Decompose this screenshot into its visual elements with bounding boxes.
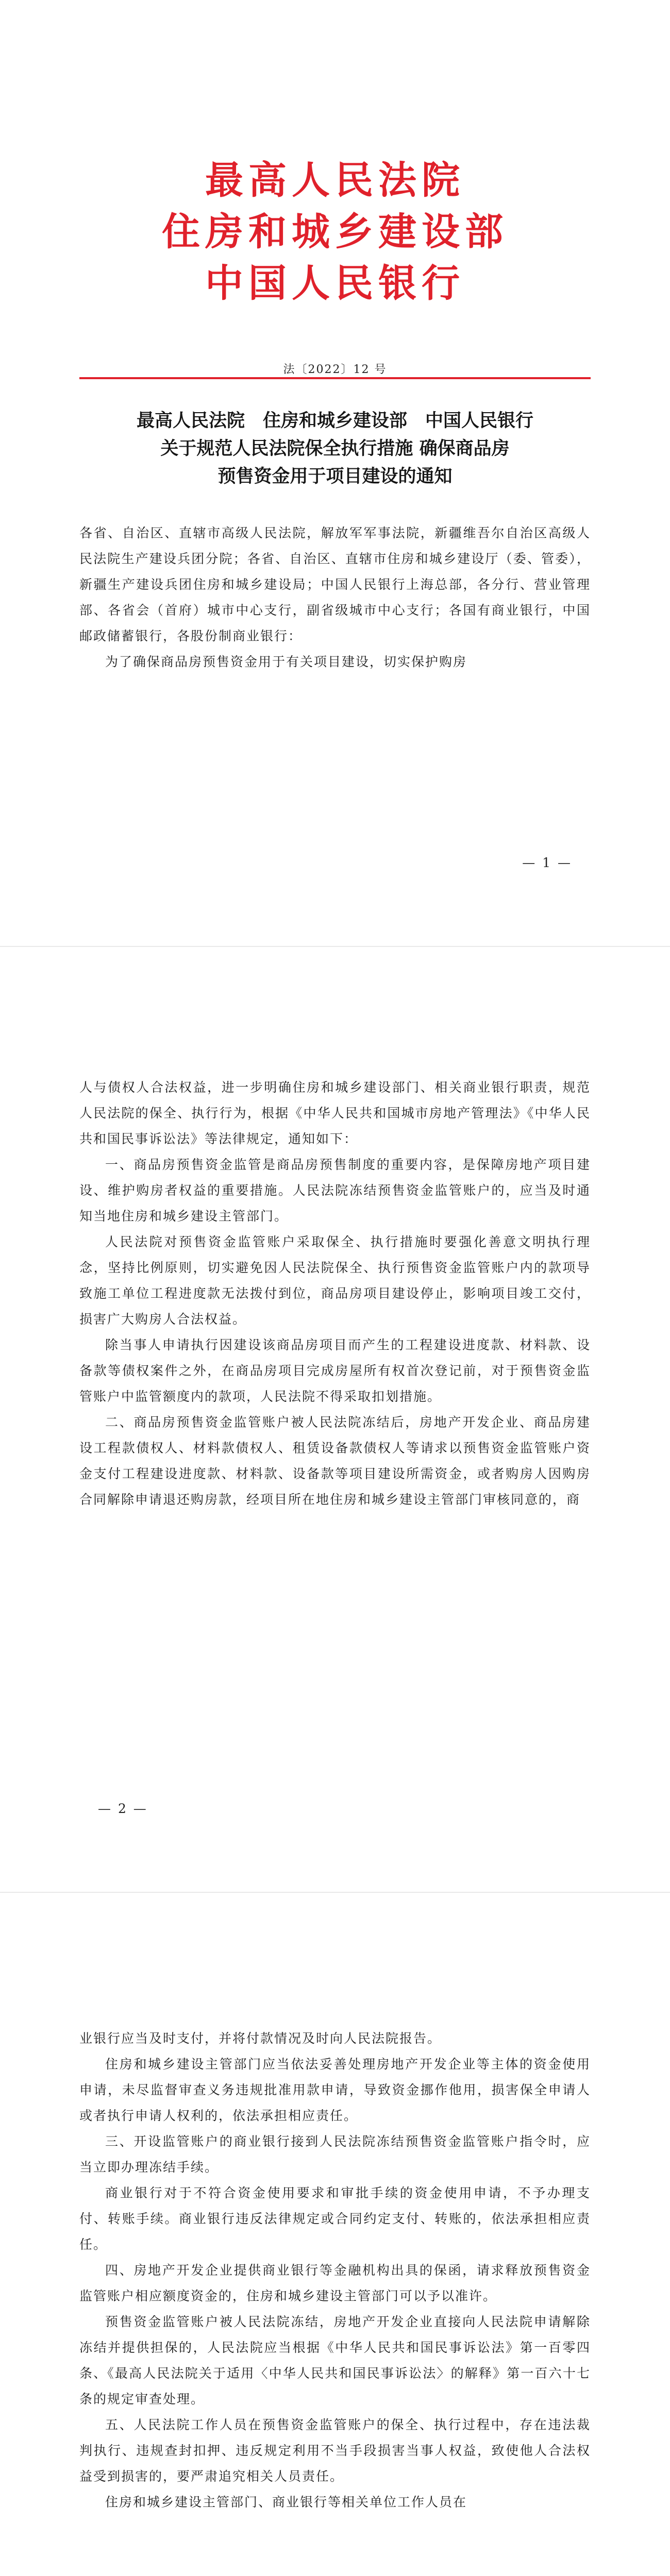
paragraph: 人民法院对预售资金监管账户采取保全、执行措施时要强化善意文明执行理念，坚持比例原则，切实避免因人民法院保全、执行预售资金监管账户内的款项导致施工单位工程进度款无法拨付到位，商品房项目建设停止，影响项目竣工交付，损害广大购房人合法权益。 <box>79 1234 591 1327</box>
issuer-central-bank: 中国人民银行 <box>205 261 465 306</box>
issuer-header <box>79 155 591 309</box>
red-header-rule <box>79 377 591 379</box>
issuer-court: 最高人民法院 <box>205 158 465 202</box>
paragraph: 预售资金监管账户被人民法院冻结，房地产开发企业直接向人民法院申请解除冻结并提供担保的，人民法院应当根据《中华人民共和国民事诉讼法》第一百零四条、《最高人民法院关于适用〈中华人民共和国民事诉讼法〉的解释》第一百六十七条的规定审查处理。 <box>79 2314 591 2406</box>
paragraph: 五、人民法院工作人员在预售资金监管账户的保全、执行过程中，存在违法裁判执行、违规查封扣押、违反规定利用不当手段损害当事人权益，致使他人合法权益受到损害的，要严肃追究相关人员责任。 <box>79 2417 591 2484</box>
document-page-3 <box>0 1892 670 2576</box>
title-line-2: 关于规范人民法院保全执行措施 确保商品房 <box>160 438 510 459</box>
page-2-body <box>79 1075 591 1513</box>
addressees-paragraph: 各省、自治区、直辖市高级人民法院，解放军军事法院，新疆维吾尔自治区高级人民法院生产建设兵团分院；各省、自治区、直辖市住房和城乡建设厅（委、管委），新疆生产建设兵团住房和城乡建设局；中国人民银行上海总部，各分行、营业管理部、各省会（首府）城市中心支行，副省级城市中心支行；各国有商业银行，中国邮政储蓄银行，各股份制商业银行： <box>79 526 591 643</box>
paragraph: 住房和城乡建设主管部门、商业银行等相关单位工作人员在 <box>105 2495 467 2510</box>
document-page-1 <box>0 0 670 946</box>
issuer-housing-ministry: 住房和城乡建设部 <box>162 210 508 254</box>
title-line-1: 最高人民法院 住房和城乡建设部 中国人民银行 <box>136 411 533 431</box>
paragraph: 一、商品房预售资金监管是商品房预售制度的重要内容，是保障房地产项目建设、维护购房者权益的重要措施。人民法院冻结预售资金监管账户的，应当及时通知当地住房和城乡建设主管部门。 <box>79 1157 591 1224</box>
page-1-body <box>79 520 591 675</box>
paragraph: 除当事人申请执行因建设该商品房项目而产生的工程建设进度款、材料款、设备款等债权案件之外，在商品房项目完成房屋所有权首次登记前，对于预售资金监管账户中监管额度内的款项，人民法院不得采取扣划措施。 <box>79 1337 591 1404</box>
page-number: — 2 — <box>98 1801 148 1816</box>
paragraph: 二、商品房预售资金监管账户被人民法院冻结后，房地产开发企业、商品房建设工程款债权人、材料款债权人、租赁设备款债权人等请求以预售资金监管账户资金支付工程建设进度款、材料款、设备款等项目建设所需资金，或者购房人因购房合同解除申请退还购房款，经项目所在地住房和城乡建设主管部门审核同意的，商 <box>79 1415 591 1507</box>
page-3-body <box>79 2026 591 2515</box>
page-number: — 1 — <box>522 855 572 870</box>
document-number: 法〔2022〕12 号 <box>0 361 670 377</box>
paragraph: 商业银行对于不符合资金使用要求和审批手续的资金使用申请，不予办理支付、转账手续。商业银行违反法律规定或合同约定支付、转账的，依法承担相应责任。 <box>79 2185 591 2252</box>
document-page-2 <box>0 946 670 1892</box>
paragraph: 业银行应当及时支付，并将付款情况及时向人民法院报告。 <box>79 2031 442 2046</box>
document-title <box>79 407 591 490</box>
paragraph: 三、开设监管账户的商业银行接到人民法院冻结预售资金监管账户指令时，应当立即办理冻结手续。 <box>79 2134 591 2175</box>
paragraph: 住房和城乡建设主管部门应当依法妥善处理房地产开发企业等主体的资金使用申请，未尽监督审查义务违规批准用款申请，导致资金挪作他用，损害保全申请人或者执行申请人权利的，依法承担相应责任。 <box>79 2057 591 2123</box>
title-line-3: 预售资金用于项目建设的通知 <box>217 466 453 487</box>
paragraph: 四、房地产开发企业提供商业银行等金融机构出具的保函，请求释放预售资金监管账户相应额度资金的，住房和城乡建设主管部门可以予以准许。 <box>79 2263 591 2303</box>
paragraph: 为了确保商品房预售资金用于有关项目建设，切实保护购房 <box>105 654 467 669</box>
paragraph: 人与债权人合法权益，进一步明确住房和城乡建设部门、相关商业银行职责，规范人民法院的保全、执行行为，根据《中华人民共和国城市房地产管理法》《中华人民共和国民事诉讼法》等法律规定，通知如下： <box>79 1080 591 1146</box>
